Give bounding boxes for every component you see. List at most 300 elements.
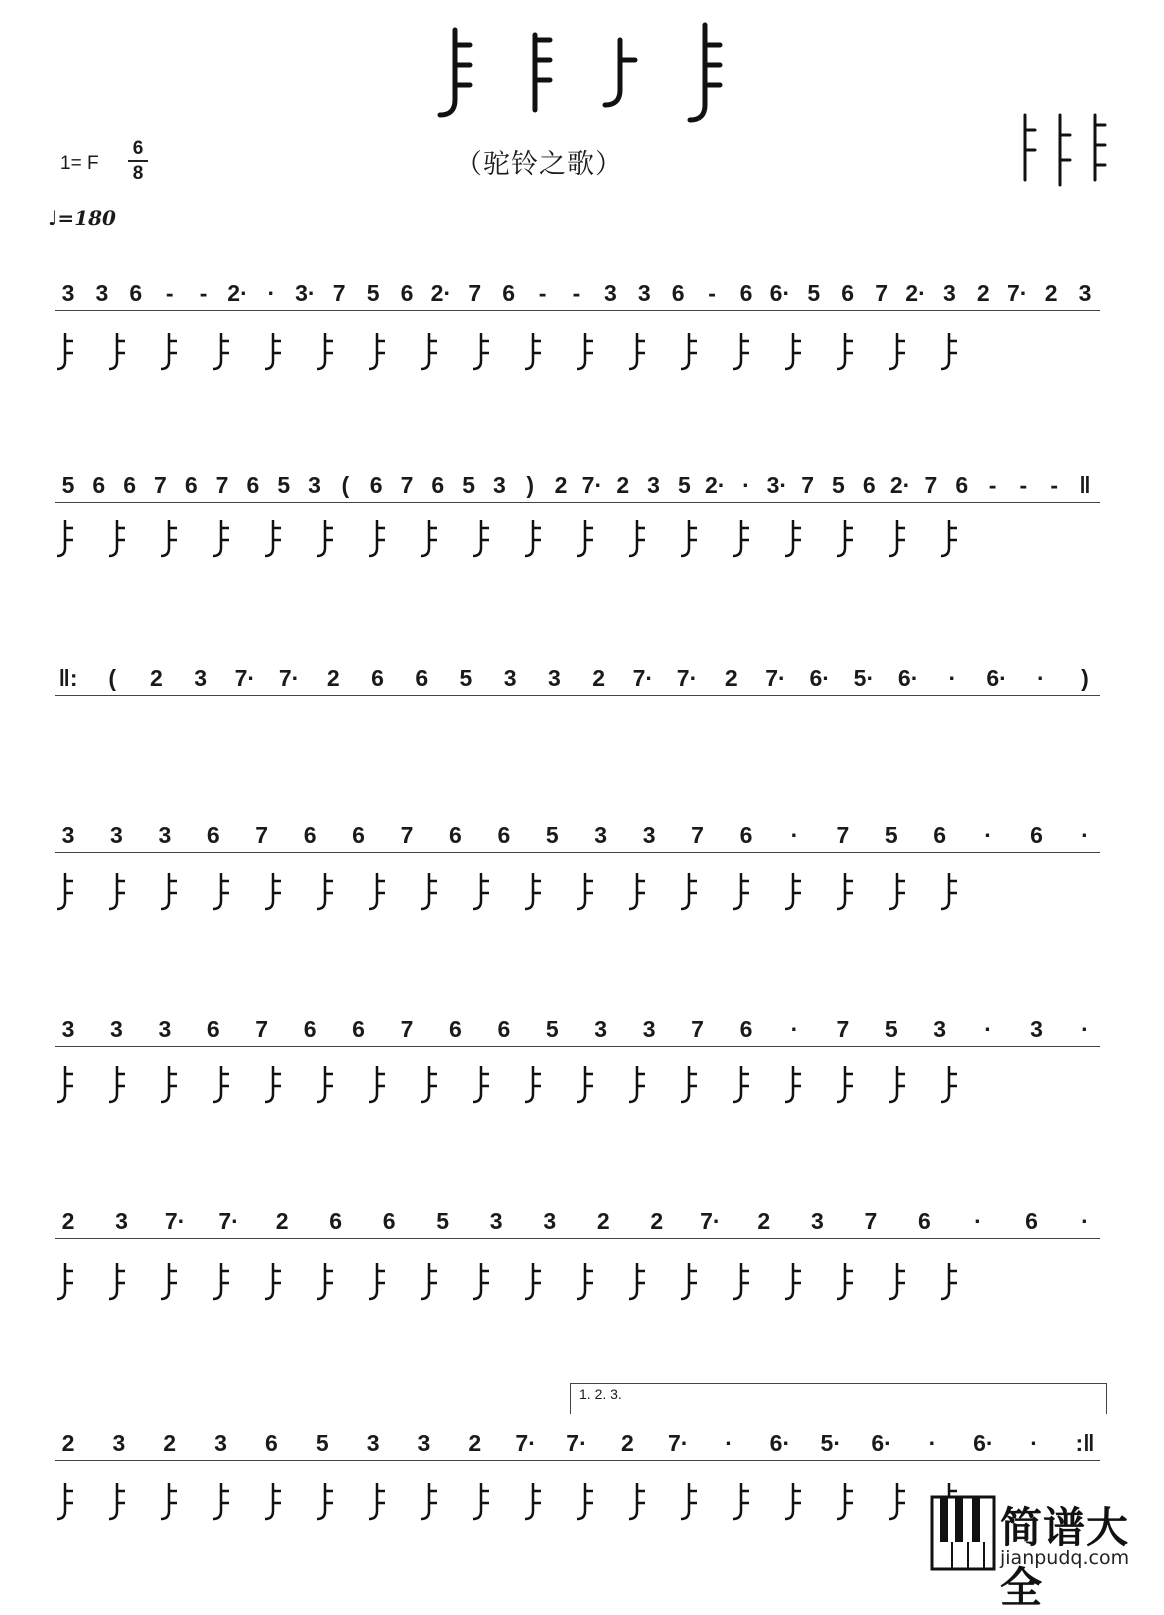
lyric-glyph: [577, 1066, 593, 1102]
lyric-glyph: [57, 520, 73, 556]
lyric-glyph: [265, 333, 281, 369]
key-signature: 1= F: [60, 153, 99, 174]
watermark-url: jianpudq.com: [1000, 1547, 1130, 1569]
note: 3: [637, 280, 651, 306]
note: 3: [417, 1430, 431, 1456]
note: 6: [352, 1016, 365, 1042]
note: 2: [61, 1430, 75, 1456]
lyric-glyph: [421, 333, 437, 369]
note: 2: [620, 1430, 634, 1456]
note: ·: [790, 1016, 799, 1042]
lyric-glyph: [57, 333, 73, 369]
lyric-glyph: [421, 1483, 437, 1519]
note: 6: [206, 822, 220, 848]
lyric-glyph: [369, 873, 385, 909]
note: 2: [163, 1430, 177, 1456]
volta-bracket: [570, 1383, 1107, 1414]
note: 7: [836, 1016, 850, 1042]
note: 6·: [973, 1430, 994, 1456]
note: 7·: [667, 1430, 689, 1456]
watermark-title: 简谱大全: [1000, 1503, 1130, 1612]
note: ·: [948, 665, 957, 691]
note: 2·: [905, 280, 926, 306]
lyric-glyph: [577, 1263, 593, 1299]
lyric-glyph: [889, 520, 905, 556]
note: 2: [275, 1208, 289, 1234]
note: 5: [459, 665, 473, 691]
note: 7: [255, 822, 269, 848]
lyric-glyph: [317, 1066, 333, 1102]
score-line-4: [0, 822, 1164, 862]
lyric-glyph: [213, 520, 229, 556]
note: ·: [984, 822, 992, 848]
note: ): [1081, 665, 1089, 691]
note: 7·: [700, 1208, 721, 1234]
note: ·: [267, 280, 276, 306]
lyric-glyph: [317, 520, 333, 556]
note: ·: [725, 1430, 733, 1456]
note: 3: [503, 665, 517, 691]
note: 2: [61, 1208, 75, 1234]
note: 3: [810, 1208, 824, 1234]
score-line-1: [0, 280, 1164, 320]
note: 6: [246, 472, 260, 498]
note: 6·: [769, 1430, 791, 1456]
note-beam: [55, 695, 1100, 696]
lyric-glyph: [369, 520, 385, 556]
lyric-glyph: [369, 1066, 385, 1102]
note: 7: [400, 822, 414, 848]
note: 2: [724, 665, 738, 691]
note: (: [341, 472, 350, 498]
lyric-glyph: [785, 333, 801, 369]
note: (: [108, 665, 117, 691]
lyric-glyph: [525, 1066, 541, 1102]
note: 5: [545, 1016, 559, 1042]
lyric-glyph: [473, 873, 489, 909]
note: 6: [329, 1208, 343, 1234]
note: 7: [468, 280, 482, 306]
lyric-glyph: [785, 1066, 801, 1102]
time-signature-top: 6: [132, 138, 144, 159]
note: 6: [739, 280, 753, 306]
note: 6: [502, 280, 516, 306]
note: 3: [110, 1016, 123, 1042]
lyric-glyph: [317, 1263, 333, 1299]
lyric-glyph: [629, 1483, 645, 1519]
note-beam: [55, 502, 1100, 503]
lyric-glyph: [265, 520, 281, 556]
note: 6: [206, 1016, 220, 1042]
lyric-glyph: [473, 1263, 489, 1299]
note: 7: [215, 472, 229, 498]
mongolian-title-script: [415, 20, 735, 125]
note: 5·: [853, 665, 875, 691]
note: 6: [352, 822, 365, 848]
lyric-glyph: [161, 1483, 177, 1519]
note-beam: [55, 1460, 1100, 1461]
note: 6: [739, 1016, 753, 1042]
note: ·: [1030, 1430, 1038, 1456]
lyric-glyph: [109, 873, 125, 909]
lyric-glyph: [265, 873, 281, 909]
note: 7·: [164, 1208, 186, 1234]
note: -: [199, 280, 208, 306]
note: 2: [1044, 280, 1058, 306]
lyric-glyph: [109, 333, 125, 369]
lyric-glyph: [473, 1483, 489, 1519]
note: 3: [194, 665, 208, 691]
note: 3: [115, 1208, 128, 1234]
note: 3: [61, 280, 75, 306]
note: 3: [61, 1016, 75, 1042]
lyric-script-row: [0, 865, 1164, 925]
note: 7·: [515, 1430, 536, 1456]
lyric-glyph: [941, 873, 957, 909]
lyric-glyph: [629, 1263, 645, 1299]
lyric-script-row: [0, 512, 1164, 572]
lyric-glyph: [57, 1263, 73, 1299]
lyric-glyph: [837, 520, 853, 556]
note: 7: [801, 472, 815, 498]
note: 6: [933, 822, 947, 848]
note: 3: [594, 1016, 608, 1042]
lyric-glyph: [57, 1066, 73, 1102]
note: 5: [807, 280, 821, 306]
note: 6: [841, 280, 855, 306]
lyric-glyph: [681, 1066, 697, 1102]
time-signature-bottom: 8: [132, 163, 144, 184]
lyric-glyph: [369, 1483, 385, 1519]
lyric-glyph: [941, 520, 957, 556]
note: 6: [449, 1016, 462, 1042]
note: 2·: [704, 472, 726, 498]
lyric-glyph: [889, 1263, 905, 1299]
lyric-glyph: [837, 873, 853, 909]
lyric-glyph: [733, 333, 749, 369]
note: 3: [1078, 280, 1092, 306]
note: 7·: [632, 665, 654, 691]
note: 7·: [676, 665, 698, 691]
note: 7: [400, 1016, 414, 1042]
note: 2: [976, 280, 990, 306]
note: 2: [757, 1208, 771, 1234]
note: 5·: [820, 1430, 841, 1456]
song-subtitle: （驼铃之歌）: [455, 149, 623, 180]
note: 3: [110, 822, 123, 848]
note: 7: [875, 280, 888, 306]
note: 3: [642, 1016, 656, 1042]
lyric-glyph: [369, 1263, 385, 1299]
lyric-glyph: [473, 1066, 489, 1102]
lyric-glyph: [421, 1066, 437, 1102]
lyric-glyph: [889, 873, 905, 909]
lyric-glyph: [681, 1263, 697, 1299]
note: 6: [371, 665, 384, 691]
volta-label: 1. 2. 3.: [579, 1386, 622, 1402]
note-beam: [55, 1238, 1100, 1239]
note: 6: [303, 822, 317, 848]
note: 7·: [581, 472, 603, 498]
note: -: [165, 280, 174, 306]
note: ·: [1081, 822, 1089, 848]
lyric-glyph: [213, 873, 229, 909]
note: 3·: [766, 472, 788, 498]
note: 3: [1030, 1016, 1043, 1042]
lyric-glyph: [265, 1483, 281, 1519]
lyric-glyph: [369, 333, 385, 369]
note: 7: [400, 472, 414, 498]
note: 7·: [566, 1430, 587, 1456]
note: 6: [497, 822, 511, 848]
lyric-glyph: [577, 873, 593, 909]
note: 6: [739, 822, 753, 848]
lyric-glyph: [629, 333, 645, 369]
note: 5: [884, 1016, 898, 1042]
lyric-glyph: [213, 1483, 229, 1519]
note: 6: [184, 472, 198, 498]
lyric-glyph: [785, 1263, 801, 1299]
note: 7: [864, 1208, 878, 1234]
note: 6: [671, 280, 685, 306]
lyric-glyph: [213, 333, 229, 369]
lyric-glyph: [941, 1066, 957, 1102]
note: 5: [277, 472, 291, 498]
note: ·: [984, 1016, 992, 1042]
note: 3: [493, 472, 506, 498]
score-line-6: [0, 1208, 1164, 1248]
lyric-glyph: [681, 1483, 697, 1519]
note: 5: [366, 280, 380, 306]
note: 2·: [889, 472, 911, 498]
note: 2: [150, 665, 163, 691]
watermark-logo: [930, 1495, 1160, 1612]
note: 3: [933, 1016, 947, 1042]
lyric-script-row: [0, 1255, 1164, 1315]
lyric-glyph: [525, 333, 541, 369]
note: ·: [1036, 665, 1045, 691]
lyric-glyph: [161, 520, 177, 556]
lyric-glyph: [837, 1483, 853, 1519]
lyric-glyph: [837, 1066, 853, 1102]
note: 6·: [809, 665, 830, 691]
note: 6·: [769, 280, 791, 306]
note: 3: [366, 1430, 380, 1456]
lyric-glyph: [733, 1483, 749, 1519]
note: 3: [308, 472, 321, 498]
lyric-glyph: [733, 1263, 749, 1299]
note: 6: [1030, 822, 1043, 848]
note: -: [1019, 472, 1028, 498]
note: :‖: [1075, 1430, 1095, 1456]
lyric-glyph: [785, 1483, 801, 1519]
note: 6: [400, 280, 414, 306]
score-line-3: [0, 665, 1164, 705]
note: 3: [543, 1208, 557, 1234]
note: 5: [61, 472, 75, 498]
lyric-glyph: [837, 333, 853, 369]
note: ·: [1081, 1208, 1089, 1234]
lyric-glyph: [109, 1263, 125, 1299]
lyric-glyph: [161, 873, 177, 909]
note: 6·: [871, 1430, 892, 1456]
note: ‖: [1079, 472, 1091, 498]
note: 6·: [986, 665, 1007, 691]
lyric-glyph: [889, 333, 905, 369]
note: 3: [61, 822, 75, 848]
note: 6: [431, 472, 445, 498]
lyric-glyph: [317, 333, 333, 369]
note: 2: [554, 472, 568, 498]
note: 6: [129, 280, 143, 306]
lyric-glyph: [941, 333, 957, 369]
lyric-script-row: [0, 325, 1164, 385]
lyric-glyph: [785, 520, 801, 556]
time-signature: [128, 138, 148, 184]
lyric-glyph: [161, 1066, 177, 1102]
lyric-glyph: [161, 1263, 177, 1299]
note-beam: [55, 852, 1100, 853]
note: 6: [862, 472, 876, 498]
note: 7: [924, 472, 938, 498]
note: 7·: [278, 665, 300, 691]
lyric-glyph: [681, 333, 697, 369]
lyric-glyph: [941, 1263, 957, 1299]
lyric-glyph: [473, 520, 489, 556]
note: ): [526, 472, 535, 498]
note: ‖:: [58, 665, 78, 691]
note: 6: [92, 472, 106, 498]
note: 7: [332, 280, 346, 306]
lyric-glyph: [629, 873, 645, 909]
note: 5: [545, 822, 559, 848]
note: -: [988, 472, 997, 498]
piano-keys-icon: [930, 1495, 996, 1571]
note: 6: [449, 822, 462, 848]
lyric-glyph: [525, 1263, 541, 1299]
note: 7: [154, 472, 167, 498]
lyric-glyph: [213, 1066, 229, 1102]
lyric-glyph: [317, 873, 333, 909]
note: 3: [647, 472, 660, 498]
note: 3·: [295, 280, 316, 306]
note: 5: [884, 822, 898, 848]
lyric-glyph: [681, 873, 697, 909]
note: 3: [489, 1208, 503, 1234]
note: 6: [123, 472, 137, 498]
note: -: [1050, 472, 1059, 498]
note: 7·: [1006, 280, 1028, 306]
note: 2: [596, 1208, 610, 1234]
lyric-glyph: [889, 1483, 905, 1519]
note: 3: [158, 822, 172, 848]
note: 6: [1025, 1208, 1038, 1234]
note: 3: [547, 665, 561, 691]
note: 2: [592, 665, 605, 691]
note: 7·: [765, 665, 786, 691]
note: 6: [918, 1208, 931, 1234]
note: 5: [315, 1430, 329, 1456]
lyric-glyph: [473, 333, 489, 369]
note: ·: [928, 1430, 937, 1456]
note: 6: [955, 472, 969, 498]
note: 7: [255, 1016, 269, 1042]
note: ·: [974, 1208, 982, 1234]
lyric-glyph: [317, 1483, 333, 1519]
note: 3: [214, 1430, 227, 1456]
note: 3: [642, 822, 656, 848]
lyric-glyph: [57, 873, 73, 909]
score-line-7: [0, 1430, 1164, 1470]
lyric-glyph: [421, 873, 437, 909]
lyric-glyph: [733, 1066, 749, 1102]
note: ·: [790, 822, 799, 848]
note: 6: [303, 1016, 317, 1042]
lyric-glyph: [525, 1483, 541, 1519]
lyric-glyph: [421, 1263, 437, 1299]
lyric-glyph: [265, 1066, 281, 1102]
note: -: [538, 280, 547, 306]
lyric-glyph: [889, 1066, 905, 1102]
note: 7: [836, 822, 850, 848]
note: 3: [942, 280, 956, 306]
lyric-glyph: [213, 1263, 229, 1299]
note: 7: [691, 822, 704, 848]
lyric-glyph: [109, 1066, 125, 1102]
note: 2: [468, 1430, 482, 1456]
lyric-glyph: [733, 520, 749, 556]
note-beam: [55, 310, 1100, 311]
score-line-5: [0, 1016, 1164, 1056]
note: 6: [382, 1208, 396, 1234]
lyric-glyph: [57, 1483, 73, 1519]
lyric-glyph: [265, 1263, 281, 1299]
lyric-glyph: [525, 520, 541, 556]
lyric-glyph: [421, 520, 437, 556]
note: 5: [832, 472, 845, 498]
composer-credit-script: [1010, 110, 1110, 190]
note: 5: [436, 1208, 450, 1234]
lyric-glyph: [785, 873, 801, 909]
note: 2·: [430, 280, 452, 306]
lyric-glyph: [161, 333, 177, 369]
note: 7·: [218, 1208, 239, 1234]
lyric-glyph: [629, 520, 645, 556]
lyric-glyph: [109, 520, 125, 556]
lyric-script-row: [0, 1058, 1164, 1118]
note: 5: [462, 472, 476, 498]
note-beam: [55, 1046, 1100, 1047]
lyric-glyph: [525, 873, 541, 909]
lyric-glyph: [681, 520, 697, 556]
lyric-glyph: [733, 873, 749, 909]
note: 6: [369, 472, 383, 498]
note: 3: [112, 1430, 126, 1456]
lyric-glyph: [109, 1483, 125, 1519]
note: 6·: [897, 665, 919, 691]
score-line-2: [0, 472, 1164, 512]
note: 7: [691, 1016, 704, 1042]
note: 5: [677, 472, 691, 498]
note: 6: [497, 1016, 511, 1042]
note: 6: [415, 665, 429, 691]
note: 6: [264, 1430, 278, 1456]
note: 3: [603, 280, 617, 306]
lyric-glyph: [577, 333, 593, 369]
lyric-glyph: [837, 1263, 853, 1299]
lyric-glyph: [577, 520, 593, 556]
note: ·: [742, 472, 750, 498]
